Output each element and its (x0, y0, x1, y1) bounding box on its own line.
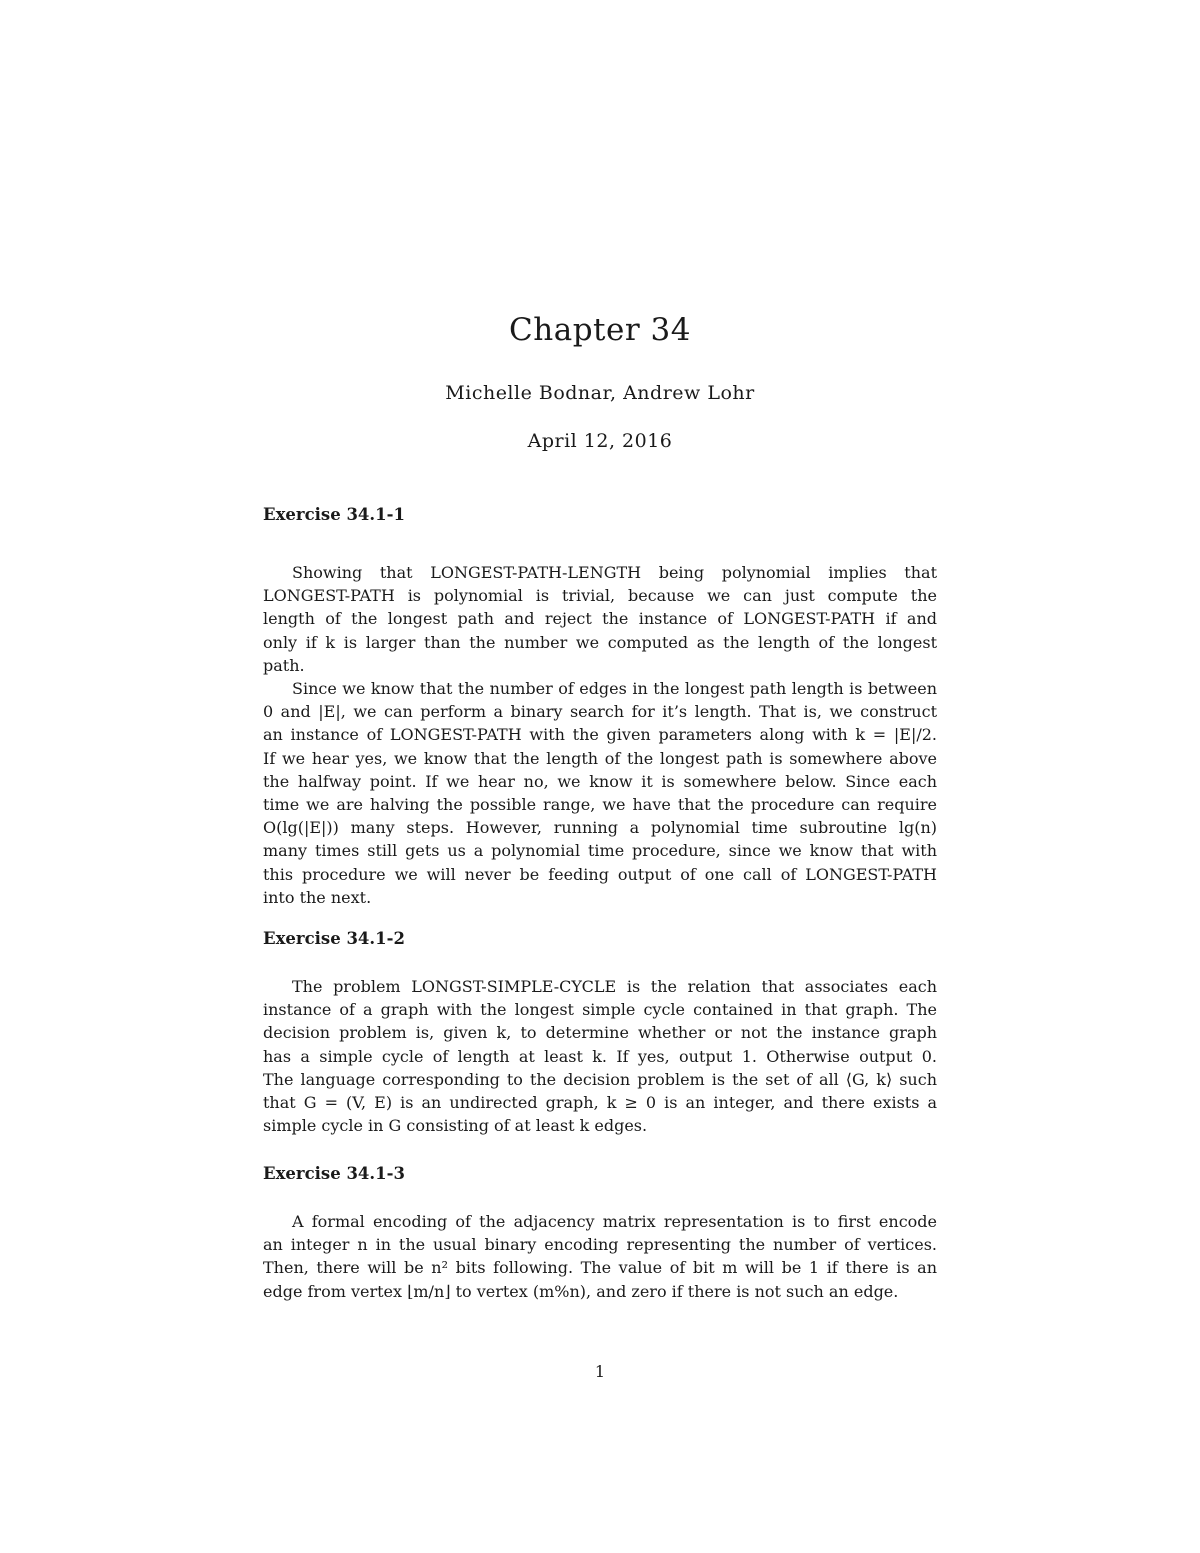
text-line: A formal encoding of the adjacency matrix representation is to first encode (292, 1212, 937, 1231)
publication-date: April 12, 2016 (527, 430, 673, 452)
text-line: LONGEST-PATH is polynomial is trivial, because we can just compute the (263, 586, 937, 606)
text-line: simple cycle in G consisting of at least k edges. (263, 1116, 648, 1136)
author-list: Michelle Bodnar, Andrew Lohr (445, 382, 755, 404)
text-line: edge from vertex ⌊m/n⌋ to vertex (m%n), and zero if there is not such an edge. (263, 1281, 899, 1301)
chapter-title: Chapter 34 (509, 312, 691, 348)
exercise-paragraph (263, 1210, 937, 1303)
text-line: an instance of LONGEST-PATH with the given parameters along with k = |E|/2. (263, 725, 937, 745)
text-line: length of the longest path and reject the instance of LONGEST-PATH if and (263, 609, 937, 629)
text-line: If we hear yes, we know that the length of the longest path is somewhere above (263, 748, 937, 768)
text-line: Showing that LONGEST-PATH-LENGTH being polynomial implies that (292, 563, 937, 582)
text-line: The problem LONGST-SIMPLE-CYCLE is the relation that associates each (292, 977, 937, 996)
text-line: The language corresponding to the decision problem is the set of all ⟨G, k⟩ such (263, 1069, 937, 1089)
page-number: 1 (594, 1362, 606, 1381)
exercise-paragraph (263, 561, 937, 677)
text-line: time we are halving the possible range, we have that the procedure can require (263, 795, 937, 815)
text-line: has a simple cycle of length at least k. If yes, output 1. Otherwise output 0. (263, 1046, 937, 1066)
text-line: this procedure we will never be feeding output of one call of LONGEST-PATH (263, 864, 937, 884)
text-line: path. (263, 655, 305, 675)
exercise-paragraph (263, 975, 937, 1137)
document-page (263, 0, 937, 1553)
text-line: only if k is larger than the number we computed as the length of the longest (263, 632, 937, 652)
text-line: Then, there will be n² bits following. The value of bit m will be 1 if there is an (263, 1258, 937, 1278)
text-line: into the next. (263, 887, 372, 907)
text-line: an integer n in the usual binary encoding representing the number of vertices. (263, 1235, 937, 1255)
text-line: 0 and |E|, we can perform a binary search for it’s length. That is, we construct (263, 702, 937, 722)
exercise-paragraph (263, 677, 937, 909)
text-line: O(lg(|E|)) many steps. However, running a polynomial time subroutine lg(n) (263, 818, 937, 838)
text-line: that G = (V, E) is an undirected graph, k ≥ 0 is an integer, and there exists a (263, 1093, 937, 1113)
text-line: Since we know that the number of edges in the longest path length is between (292, 679, 937, 698)
text-line: many times still gets us a polynomial time procedure, since we know that with (263, 841, 937, 861)
exercise-heading: Exercise 34.1-2 (263, 929, 405, 948)
text-line: decision problem is, given k, to determine whether or not the instance graph (263, 1023, 937, 1043)
exercise-heading: Exercise 34.1-1 (263, 505, 405, 524)
exercise-heading: Exercise 34.1-3 (263, 1164, 405, 1183)
text-line: instance of a graph with the longest simple cycle contained in that graph. The (263, 1000, 937, 1020)
text-line: the halfway point. If we hear no, we know it is somewhere below. Since each (263, 771, 937, 791)
